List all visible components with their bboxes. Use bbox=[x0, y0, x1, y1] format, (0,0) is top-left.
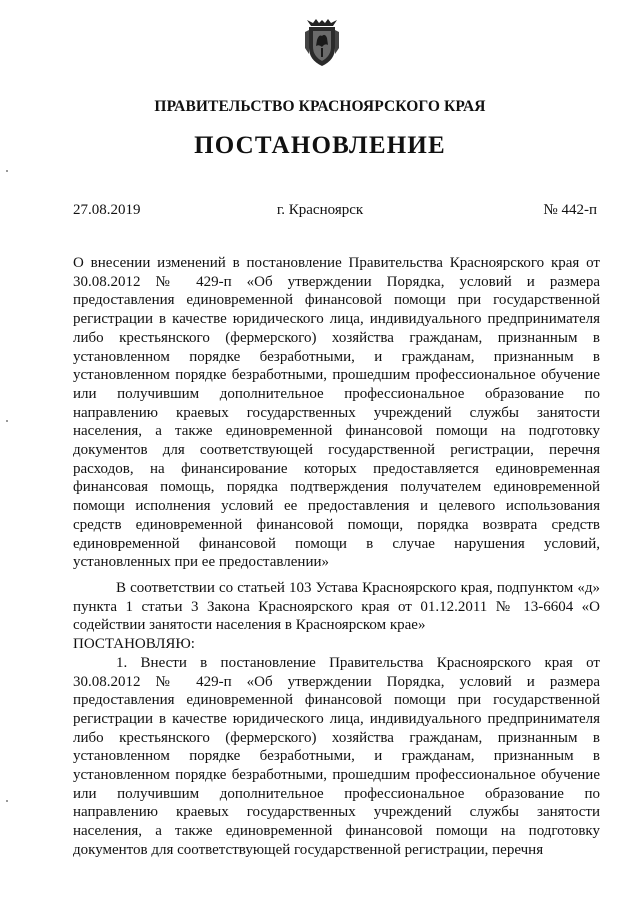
document-type-title: ПОСТАНОВЛЕНИЕ bbox=[194, 132, 446, 159]
preamble-paragraph: В соответствии со статьей 103 Устава Красноярского края, подпунктом «д» пункта 1 статьи 3 Закона Красноярского края от 01.12.2011 № 13-6604 «О содействии занятости населения в Красноярском крае» bbox=[73, 580, 600, 634]
scan-mark bbox=[6, 800, 8, 802]
item-1-paragraph: 1. Внести в постановление Правительства Красноярского края от 30.08.2012 № 429-п «Об утверждении Порядка, условий и размера предоставления единовременной финансовой помощи при государственной регистрации в качестве юридического лица, индивидуального предпринимателя либо крестьянского (фермерского) хозяйства гражданам, признанным в установленном порядке безработными, и гражданам, признанным в установленном порядке безработными, прошедшим профессиональное обучение или получившим дополнительное профессиональное образование по направлению краевых государственных учреждений службы занятости населения, а также единовременной финансовой помощи на подготовку документов для соответствующей государственной регистрации, перечня bbox=[73, 654, 600, 858]
document-city: г. Красноярск bbox=[276, 202, 364, 218]
document-number: № 442-п bbox=[543, 202, 597, 218]
coat-of-arms-emblem bbox=[305, 18, 339, 68]
resolve-heading: ПОСТАНОВЛЯЮ: bbox=[73, 636, 195, 653]
document-date: 27.08.2019 bbox=[73, 202, 141, 218]
document-subject: О внесении изменений в постановление Правительства Красноярского края от 30.08.2012 № 429-п «Об утверждении Порядка, условий и размера предоставления единовременной финансовой помощи при государственной регистрации в качестве юридического лица, индивидуального предпринимателя либо крестьянского (фермерского) хозяйства гражданам, признанным в установленном порядке безработными, и гражданам, признанным в установленном порядке безработными, прошедшим профессиональное обучение или получившим дополнительное профессиональное образование по направлению краевых государственных учреждений службы занятости населения, а также единовременной финансовой помощи на подготовку документов для соответствующей государственной регистрации, перечня расходов, на финансирование которых предоставляется единовременная финансовая помощь, порядка подтверждения получателем единовременной помощи исполнения условий ее предоставления и целевого использования средств единовременной финансовой помощи, порядка возврата средств единовременной финансовой помощи в случае нарушения условий, установленных при ее предоставлении» bbox=[73, 255, 600, 571]
document-body bbox=[73, 579, 600, 860]
government-name: ПРАВИТЕЛЬСТВО КРАСНОЯРСКОГО КРАЯ bbox=[154, 98, 486, 115]
scan-mark bbox=[6, 170, 8, 172]
scan-mark bbox=[6, 420, 8, 422]
